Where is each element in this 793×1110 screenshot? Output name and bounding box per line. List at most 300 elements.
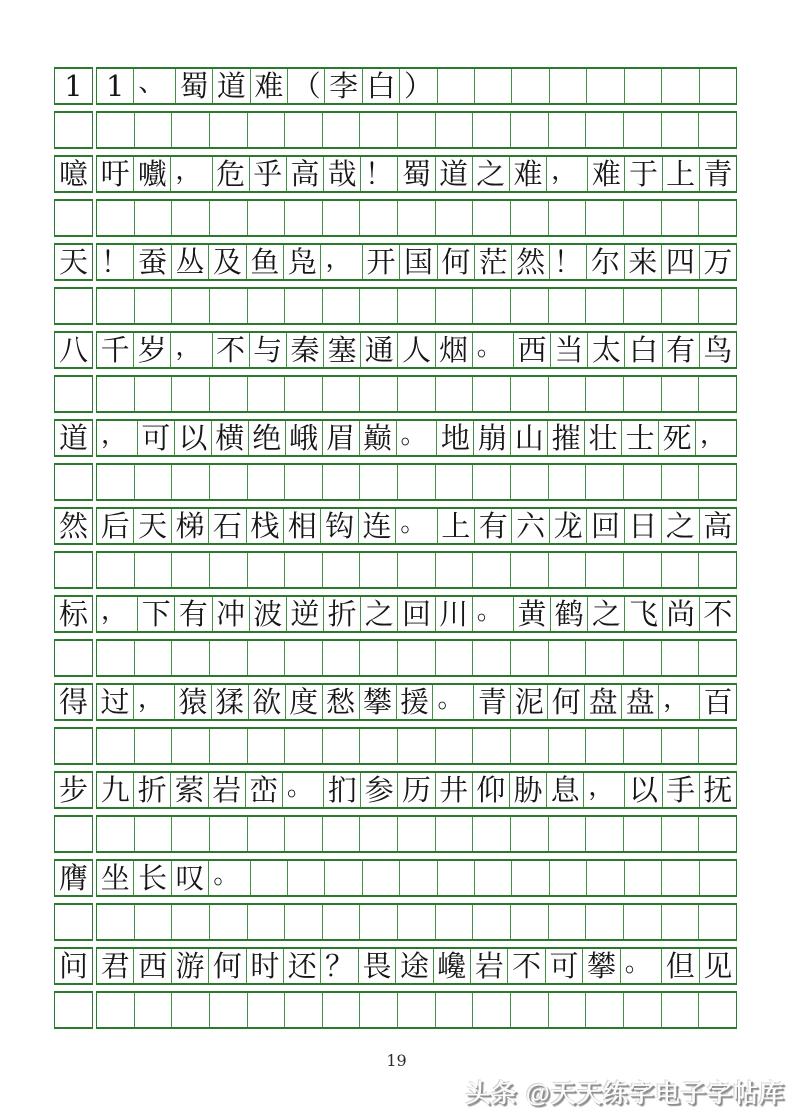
page-number: 19 xyxy=(386,1051,407,1070)
grid-row-practice xyxy=(54,287,737,325)
grid-cell xyxy=(549,861,586,895)
grid-row-cell-group xyxy=(96,199,737,237)
grid-cell: 高 xyxy=(286,157,323,191)
grid-row-text xyxy=(54,419,737,457)
grid-cell xyxy=(437,69,474,103)
grid-cell xyxy=(359,641,397,675)
grid-cell xyxy=(472,817,510,851)
grid-cell xyxy=(548,905,586,939)
grid-cell: 壮 xyxy=(584,421,621,455)
grid-cell: 攀 xyxy=(359,685,396,719)
grid-cell xyxy=(171,729,209,763)
grid-row-cell-group xyxy=(96,727,737,765)
grid-cell: 之 xyxy=(587,597,624,631)
grid-cell: 难 xyxy=(250,69,287,103)
grid-cell: 国 xyxy=(399,245,436,279)
grid-cell xyxy=(397,993,435,1027)
grid-cell xyxy=(209,465,247,499)
grid-cell: 下 xyxy=(137,597,174,631)
grid-cell: 蜀 xyxy=(175,69,212,103)
grid-cell xyxy=(209,377,247,411)
grid-cell: 飞 xyxy=(624,597,661,631)
grid-cell: 井 xyxy=(435,773,472,807)
grid-cell xyxy=(284,729,322,763)
grid-cell xyxy=(548,201,586,235)
grid-row-cell-group xyxy=(96,947,737,985)
grid-cell xyxy=(397,289,435,323)
grid-cell xyxy=(359,905,397,939)
grid-cell xyxy=(209,553,247,587)
grid-cell: 。 xyxy=(432,685,473,719)
grid-cell xyxy=(435,201,473,235)
grid-cell: 凫 xyxy=(283,245,320,279)
grid-cell: 、 xyxy=(133,69,174,103)
grid-cell: 人 xyxy=(397,333,434,367)
grid-cell xyxy=(586,861,623,895)
grid-cell xyxy=(623,993,661,1027)
grid-cell xyxy=(97,201,134,235)
grid-cell: 折 xyxy=(133,773,170,807)
grid-cell: 及 xyxy=(208,245,245,279)
grid-cell xyxy=(510,289,548,323)
grid-cell xyxy=(247,905,285,939)
grid-cell xyxy=(397,113,435,147)
grid-cell xyxy=(134,201,172,235)
grid-cell: 士 xyxy=(621,421,658,455)
grid-cell: 于 xyxy=(624,157,661,191)
grid-cell xyxy=(284,289,322,323)
grid-cell xyxy=(247,817,285,851)
grid-row-practice xyxy=(54,639,737,677)
grid-cell xyxy=(171,377,209,411)
grid-cell: 然 xyxy=(511,245,548,279)
grid-cell: 萦 xyxy=(170,773,207,807)
grid-cell xyxy=(472,201,510,235)
grid-cell xyxy=(359,729,397,763)
grid-cell xyxy=(585,817,623,851)
grid-cell xyxy=(324,861,361,895)
grid-row-text xyxy=(54,507,737,545)
grid-cell xyxy=(171,817,209,851)
grid-cell xyxy=(171,905,209,939)
grid-cell: 相 xyxy=(283,509,320,543)
grid-cell xyxy=(623,377,661,411)
grid-cell: 巉 xyxy=(433,949,470,983)
grid-cell xyxy=(435,993,473,1027)
grid-cell xyxy=(435,641,473,675)
grid-cell: 崩 xyxy=(473,421,510,455)
grid-cell: 青 xyxy=(699,157,736,191)
grid-cell: 仰 xyxy=(472,773,509,807)
grid-cell: 道 xyxy=(435,157,472,191)
grid-cell: 逆 xyxy=(286,597,323,631)
grid-cell xyxy=(548,377,586,411)
grid-cell xyxy=(171,113,209,147)
grid-cell xyxy=(359,289,397,323)
grid-cell: 青 xyxy=(473,685,510,719)
grid-cell: 高 xyxy=(699,509,736,543)
grid-cell: 得 xyxy=(54,683,93,721)
grid-cell: 。 xyxy=(208,861,249,895)
grid-cell xyxy=(585,377,623,411)
grid-cell xyxy=(435,377,473,411)
grid-cell xyxy=(322,201,360,235)
grid-cell xyxy=(623,817,661,851)
grid-cell: 烟 xyxy=(435,333,472,367)
grid-row-text xyxy=(54,243,737,281)
grid-cell xyxy=(397,201,435,235)
grid-cell: 问 xyxy=(54,947,93,985)
grid-cell xyxy=(97,113,134,147)
grid-cell: 难 xyxy=(509,157,546,191)
grid-row-practice xyxy=(54,727,737,765)
grid-cell: 难 xyxy=(587,157,624,191)
grid-cell: 哉 xyxy=(323,157,360,191)
grid-cell: 钩 xyxy=(320,509,357,543)
grid-cell: 。 xyxy=(395,509,436,543)
grid-row-cell-group xyxy=(96,111,737,149)
grid-cell: 猿 xyxy=(174,685,211,719)
grid-cell xyxy=(472,289,510,323)
grid-cell xyxy=(510,113,548,147)
grid-cell xyxy=(698,113,736,147)
grid-cell xyxy=(661,377,699,411)
grid-row-cell-group xyxy=(96,815,737,853)
grid-row-text xyxy=(54,331,737,369)
grid-cell xyxy=(250,861,287,895)
grid-cell xyxy=(623,289,661,323)
grid-cell: 尚 xyxy=(662,597,699,631)
grid-cell xyxy=(397,905,435,939)
grid-cell xyxy=(698,817,736,851)
grid-cell: 还 xyxy=(283,949,320,983)
grid-cell xyxy=(435,729,473,763)
grid-cell xyxy=(247,993,285,1027)
grid-cell: 胁 xyxy=(509,773,546,807)
grid-cell xyxy=(585,113,623,147)
grid-cell: 援 xyxy=(396,685,433,719)
grid-cell: 白 xyxy=(624,333,661,367)
grid-cell: 历 xyxy=(397,773,434,807)
grid-cell xyxy=(397,553,435,587)
grid-cell: 蜀 xyxy=(397,157,434,191)
grid-cell: 川 xyxy=(435,597,472,631)
grid-row-cell-group xyxy=(96,155,737,193)
grid-cell xyxy=(322,553,360,587)
grid-cell: 栈 xyxy=(246,509,283,543)
grid-cell: 但 xyxy=(661,949,698,983)
grid-cell xyxy=(661,289,699,323)
grid-cell xyxy=(134,993,172,1027)
grid-cell: 通 xyxy=(360,333,397,367)
grid-cell: 盘 xyxy=(621,685,658,719)
grid-cell: ， xyxy=(101,421,128,450)
grid-cell xyxy=(585,993,623,1027)
grid-cell: ， xyxy=(583,773,624,807)
grid-cell: 回 xyxy=(586,509,623,543)
grid-cell: 可 xyxy=(137,421,174,455)
grid-cell: 然 xyxy=(54,507,93,545)
grid-row-text xyxy=(54,595,737,633)
grid-cell xyxy=(623,641,661,675)
grid-cell xyxy=(284,465,322,499)
grid-cell: 万 xyxy=(699,245,736,279)
grid-cell: 1 xyxy=(105,69,125,103)
grid-cell xyxy=(661,201,699,235)
grid-cell: 。 xyxy=(620,949,661,983)
grid-cell xyxy=(698,465,736,499)
grid-row-practice xyxy=(54,903,737,941)
grid-cell: 白 xyxy=(362,69,399,103)
grid-cell xyxy=(362,861,399,895)
grid-cell xyxy=(472,113,510,147)
grid-cell xyxy=(54,815,93,853)
grid-row-cell-group xyxy=(96,463,737,501)
grid-cell xyxy=(661,553,699,587)
grid-cell: 峨 xyxy=(285,421,322,455)
grid-cell xyxy=(359,465,397,499)
grid-cell xyxy=(284,641,322,675)
grid-cell xyxy=(510,729,548,763)
grid-cell xyxy=(397,465,435,499)
grid-cell: 横 xyxy=(211,421,248,455)
grid-cell: 六 xyxy=(511,509,548,543)
grid-cell: 西 xyxy=(133,949,170,983)
grid-cell xyxy=(510,377,548,411)
grid-cell: 波 xyxy=(249,597,286,631)
grid-cell xyxy=(511,861,548,895)
grid-cell: 膺 xyxy=(54,859,93,897)
grid-row-cell-group xyxy=(96,551,737,589)
grid-row-practice xyxy=(54,551,737,589)
grid-cell xyxy=(54,727,93,765)
grid-cell: 有 xyxy=(662,333,699,367)
grid-cell: ！ xyxy=(100,245,130,279)
grid-cell: 峦 xyxy=(245,773,282,807)
grid-cell xyxy=(247,201,285,235)
grid-cell xyxy=(698,201,736,235)
grid-cell: 不 xyxy=(699,597,736,631)
grid-cell: 之 xyxy=(661,509,698,543)
grid-cell: 地 xyxy=(436,421,473,455)
grid-cell xyxy=(359,201,397,235)
grid-row-cell-group xyxy=(96,419,737,457)
grid-cell: 鸟 xyxy=(699,333,736,367)
grid-cell: 过 xyxy=(100,685,130,719)
grid-cell: 岩 xyxy=(470,949,507,983)
grid-cell xyxy=(134,729,172,763)
grid-cell: 眉 xyxy=(322,421,359,455)
grid-cell: 塞 xyxy=(323,333,360,367)
grid-cell xyxy=(247,377,285,411)
grid-cell xyxy=(284,905,322,939)
grid-cell xyxy=(435,817,473,851)
grid-cell: 四 xyxy=(661,245,698,279)
grid-cell: 山 xyxy=(510,421,547,455)
grid-cell xyxy=(435,553,473,587)
grid-cell: 何 xyxy=(208,949,245,983)
grid-cell xyxy=(585,905,623,939)
grid-cell: ， xyxy=(320,245,361,279)
grid-row-practice xyxy=(54,815,737,853)
grid-cell: 后 xyxy=(100,509,130,543)
grid-cell xyxy=(359,377,397,411)
grid-cell: 鹤 xyxy=(550,597,587,631)
grid-cell: 。 xyxy=(282,773,323,807)
grid-cell: 有 xyxy=(174,597,211,631)
grid-cell xyxy=(322,377,360,411)
grid-cell: 愁 xyxy=(322,685,359,719)
grid-row-cell-group xyxy=(96,903,737,941)
grid-cell: ， xyxy=(133,685,174,719)
grid-cell: 噫 xyxy=(54,155,93,193)
grid-cell: ） xyxy=(399,69,436,103)
grid-cell xyxy=(548,729,586,763)
grid-cell: 岩 xyxy=(208,773,245,807)
grid-cell xyxy=(661,69,698,103)
grid-cell xyxy=(322,465,360,499)
grid-cell xyxy=(209,289,247,323)
grid-cell xyxy=(397,817,435,851)
grid-cell: ， xyxy=(695,421,736,455)
grid-cell xyxy=(247,113,285,147)
grid-cell xyxy=(698,377,736,411)
grid-cell xyxy=(322,641,360,675)
grid-cell xyxy=(397,729,435,763)
grid-cell: 坐 xyxy=(100,861,130,895)
grid-cell xyxy=(284,377,322,411)
grid-cell: 开 xyxy=(362,245,399,279)
grid-cell: 龙 xyxy=(549,509,586,543)
grid-cell xyxy=(585,465,623,499)
grid-cell xyxy=(661,113,699,147)
grid-cell xyxy=(134,113,172,147)
grid-row-cell-group xyxy=(96,639,737,677)
grid-cell xyxy=(54,903,93,941)
grid-cell: 太 xyxy=(587,333,624,367)
grid-cell xyxy=(623,729,661,763)
grid-cell xyxy=(510,553,548,587)
grid-cell: 1 xyxy=(54,67,93,105)
grid-cell xyxy=(399,861,436,895)
grid-cell xyxy=(623,905,661,939)
grid-cell: 何 xyxy=(437,245,474,279)
grid-cell: 。 xyxy=(396,421,437,455)
grid-cell xyxy=(171,201,209,235)
grid-cell: 死 xyxy=(658,421,695,455)
grid-cell xyxy=(97,377,134,411)
grid-cell xyxy=(359,113,397,147)
grid-cell xyxy=(97,729,134,763)
grid-cell xyxy=(699,861,736,895)
grid-cell xyxy=(624,861,661,895)
grid-cell: 天 xyxy=(54,243,93,281)
grid-cell: 泥 xyxy=(510,685,547,719)
grid-cell: 日 xyxy=(624,509,661,543)
grid-cell xyxy=(54,111,93,149)
grid-cell xyxy=(698,641,736,675)
grid-cell xyxy=(134,641,172,675)
grid-cell: 有 xyxy=(474,509,511,543)
grid-cell xyxy=(97,905,134,939)
grid-cell xyxy=(171,289,209,323)
grid-cell xyxy=(134,905,172,939)
grid-cell xyxy=(171,993,209,1027)
grid-cell: 不 xyxy=(507,949,544,983)
grid-cell xyxy=(171,641,209,675)
grid-cell xyxy=(623,113,661,147)
grid-cell xyxy=(54,375,93,413)
grid-cell: 抚 xyxy=(699,773,736,807)
grid-row-cell-group xyxy=(96,375,737,413)
grid-cell xyxy=(171,553,209,587)
grid-row-cell-group xyxy=(96,331,737,369)
grid-cell xyxy=(623,465,661,499)
grid-cell xyxy=(510,817,548,851)
grid-cell xyxy=(661,465,699,499)
grid-cell: 西 xyxy=(513,333,550,367)
grid-cell xyxy=(134,377,172,411)
grid-cell: 上 xyxy=(662,157,699,191)
grid-cell xyxy=(322,729,360,763)
grid-row-cell-group xyxy=(96,683,737,721)
grid-cell: 冲 xyxy=(212,597,249,631)
grid-cell xyxy=(661,817,699,851)
grid-cell: 游 xyxy=(171,949,208,983)
grid-cell xyxy=(623,201,661,235)
grid-cell: 茫 xyxy=(474,245,511,279)
grid-cell xyxy=(472,993,510,1027)
grid-cell xyxy=(322,289,360,323)
grid-row-practice xyxy=(54,991,737,1029)
grid-cell xyxy=(209,113,247,147)
grid-cell xyxy=(548,553,586,587)
grid-cell xyxy=(437,861,474,895)
grid-cell xyxy=(284,553,322,587)
grid-cell: 以 xyxy=(624,773,661,807)
grid-cell: 度 xyxy=(285,685,322,719)
grid-cell: ， xyxy=(101,597,128,626)
grid-cell xyxy=(322,993,360,1027)
grid-cell xyxy=(548,817,586,851)
grid-row-practice xyxy=(54,199,737,237)
grid-cell xyxy=(698,993,736,1027)
grid-row-cell-group xyxy=(96,595,737,633)
grid-cell xyxy=(54,199,93,237)
grid-cell xyxy=(54,991,93,1029)
grid-cell: 参 xyxy=(360,773,397,807)
grid-cell xyxy=(247,289,285,323)
grid-cell xyxy=(97,641,134,675)
grid-row-cell-group xyxy=(96,507,737,545)
grid-cell xyxy=(97,553,134,587)
grid-cell: 嚱 xyxy=(133,157,170,191)
grid-cell: 岁 xyxy=(133,333,170,367)
grid-cell xyxy=(54,639,93,677)
grid-row-cell-group xyxy=(96,771,737,809)
practice-grid xyxy=(54,67,737,1035)
grid-cell xyxy=(134,465,172,499)
grid-cell xyxy=(585,289,623,323)
grid-cell xyxy=(510,905,548,939)
grid-cell xyxy=(54,551,93,589)
grid-cell: 绝 xyxy=(248,421,285,455)
grid-cell xyxy=(510,465,548,499)
grid-cell xyxy=(698,289,736,323)
grid-cell xyxy=(661,641,699,675)
grid-cell xyxy=(510,201,548,235)
grid-cell xyxy=(284,201,322,235)
